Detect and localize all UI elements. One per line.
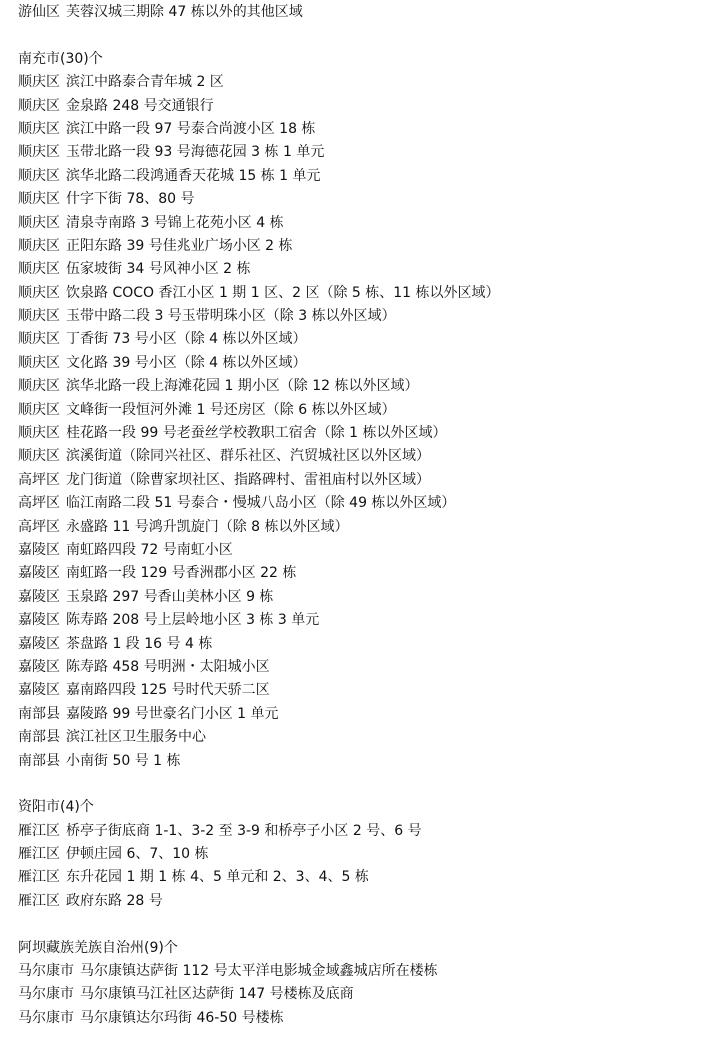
- list-item: [18, 399, 714, 422]
- district-name: 顺庆区: [18, 425, 60, 442]
- list-item: [18, 562, 714, 585]
- list-item: [18, 679, 714, 702]
- list-item: [18, 445, 714, 468]
- district-name: 嘉陵区: [18, 565, 60, 582]
- list-item: [18, 352, 714, 375]
- district-name: 雁江区: [18, 822, 60, 839]
- district-name: 雁江区: [18, 892, 60, 909]
- district-name: 嘉陵区: [18, 682, 60, 699]
- location-text: 滨溪街道（除同兴社区、群乐社区、汽贸城社区以外区域）: [66, 448, 430, 465]
- section-header: 资阳市(4)个: [18, 799, 94, 816]
- location-text: 玉带中路二段 3 号玉带明珠小区（除 3 栋以外区域）: [66, 308, 396, 325]
- list-item: [18, 375, 714, 398]
- list-item: [18, 305, 714, 328]
- list-item: [18, 539, 714, 562]
- list-item: [18, 492, 714, 515]
- district-name: 雁江区: [18, 869, 60, 886]
- district-name: 顺庆区: [18, 191, 60, 208]
- list-item: [18, 726, 714, 749]
- district-name: 嘉陵区: [18, 612, 60, 629]
- list-item: [18, 890, 714, 913]
- district-name: 顺庆区: [18, 237, 60, 254]
- district-name: 顺庆区: [18, 261, 60, 278]
- district-name: 嘉陵区: [18, 658, 60, 675]
- location-text: 茶盘路 1 段 16 号 4 栋: [66, 635, 213, 652]
- location-text: 丁香街 73 号小区（除 4 栋以外区域）: [66, 331, 307, 348]
- blank-line: [18, 24, 714, 47]
- district-name: 顺庆区: [18, 144, 60, 161]
- list-item: [18, 586, 714, 609]
- location-text: 伍家坡街 34 号风神小区 2 栋: [66, 261, 251, 278]
- district-name: 马尔康市: [18, 963, 74, 980]
- location-text: 芙蓉汉城三期除 47 栋以外的其他区域: [66, 4, 303, 20]
- location-text: 嘉陵路 99 号世豪名门小区 1 单元: [66, 705, 279, 722]
- list-item: [18, 141, 714, 164]
- district-name: 顺庆区: [18, 214, 60, 231]
- district-name: 顺庆区: [18, 120, 60, 137]
- list-item: [18, 609, 714, 632]
- location-text: 玉带北路一段 93 号海德花园 3 栋 1 单元: [66, 144, 325, 161]
- section-header: 阿坝藏族羌族自治州(9)个: [18, 939, 178, 956]
- location-text: 什字下街 78、80 号: [66, 191, 195, 208]
- location-text: 文化路 39 号小区（除 4 栋以外区域）: [66, 354, 307, 371]
- list-item: [18, 165, 714, 188]
- location-text: 嘉南路四段 125 号时代天骄二区: [66, 682, 270, 699]
- location-text: 滨华北路二段鸿通香天花城 15 栋 1 单元: [66, 167, 321, 184]
- location-text: 马尔康镇达萨街 112 号太平洋电影城金域鑫城店所在楼栋: [80, 963, 438, 980]
- location-text: 小南街 50 号 1 栋: [66, 752, 181, 769]
- district-name: 南部县: [18, 752, 60, 769]
- list-item: [18, 95, 714, 118]
- district-name: 顺庆区: [18, 308, 60, 325]
- location-text: 桂花路一段 99 号老蚕丝学校教职工宿舍（除 1 栋以外区域）: [66, 425, 447, 442]
- location-text: 桥亭子街底商 1-1、3-2 至 3-9 和桥亭子小区 2 号、6 号: [66, 822, 422, 839]
- district-name: 嘉陵区: [18, 541, 60, 558]
- list-item: [18, 516, 714, 539]
- location-text: 饮泉路 COCO 香江小区 1 期 1 区、2 区（除 5 栋、11 栋以外区域）: [66, 284, 500, 301]
- location-text: 滨江中路泰合青年城 2 区: [66, 74, 224, 91]
- district-name: 雁江区: [18, 846, 60, 863]
- location-text: 临江南路二段 51 号泰合・慢城八岛小区（除 49 栋以外区域）: [66, 495, 456, 512]
- district-name: 高坪区: [18, 518, 60, 535]
- list-item: [18, 633, 714, 656]
- location-text: 玉泉路 297 号香山美林小区 9 栋: [66, 588, 274, 605]
- district-name: 顺庆区: [18, 378, 60, 395]
- location-text: 陈寿路 208 号上层岭地小区 3 栋 3 单元: [66, 612, 320, 629]
- district-name: 高坪区: [18, 471, 60, 488]
- list-item: [18, 750, 714, 773]
- sections-container: [18, 24, 714, 1030]
- district-name: 游仙区: [18, 4, 60, 20]
- location-text: 滨江社区卫生服务中心: [66, 729, 206, 746]
- list-item: [18, 212, 714, 235]
- list-item: [18, 118, 714, 141]
- district-name: 马尔康市: [18, 986, 74, 1003]
- list-item: [18, 235, 714, 258]
- district-name: 南部县: [18, 705, 60, 722]
- list-item: [18, 188, 714, 211]
- district-name: 顺庆区: [18, 401, 60, 418]
- location-text: 金泉路 248 号交通银行: [66, 97, 214, 114]
- district-name: 顺庆区: [18, 354, 60, 371]
- list-item: [18, 1007, 714, 1030]
- district-name: 马尔康市: [18, 1009, 74, 1026]
- section-header: 南充市(30)个: [18, 50, 103, 67]
- list-item: [18, 469, 714, 492]
- list-item: [18, 258, 714, 281]
- list-item: [18, 960, 714, 983]
- blank-line: [18, 913, 714, 936]
- location-text: 清泉寺南路 3 号锦上花苑小区 4 栋: [66, 214, 284, 231]
- top-line: [18, 1, 714, 24]
- district-name: 高坪区: [18, 495, 60, 512]
- location-text: 政府东路 28 号: [66, 892, 163, 909]
- location-text: 南虹路四段 72 号南虹小区: [66, 541, 233, 558]
- location-text: 伊顿庄园 6、7、10 栋: [66, 846, 209, 863]
- list-item: [18, 703, 714, 726]
- list-item: [18, 328, 714, 351]
- district-name: 顺庆区: [18, 74, 60, 91]
- list-item: [18, 983, 714, 1006]
- location-text: 马尔康镇马江社区达萨街 147 号楼栋及底商: [80, 986, 354, 1003]
- location-text: 滨江中路一段 97 号泰合尚渡小区 18 栋: [66, 120, 316, 137]
- location-text: 龙门街道（除曹家坝社区、指路碑村、雷祖庙村以外区域）: [66, 471, 430, 488]
- location-text: 东升花园 1 期 1 栋 4、5 单元和 2、3、4、5 栋: [66, 869, 369, 886]
- district-name: 嘉陵区: [18, 588, 60, 605]
- blank-line: [18, 773, 714, 796]
- district-name: 顺庆区: [18, 331, 60, 348]
- district-name: 南部县: [18, 729, 60, 746]
- location-text: 南虹路一段 129 号香洲郡小区 22 栋: [66, 565, 297, 582]
- list-item: [18, 866, 714, 889]
- district-name: 顺庆区: [18, 97, 60, 114]
- list-item: [18, 282, 714, 305]
- location-text: 文峰街一段恒河外滩 1 号还房区（除 6 栋以外区域）: [66, 401, 396, 418]
- location-text: 陈寿路 458 号明洲・太阳城小区: [66, 658, 270, 675]
- district-name: 顺庆区: [18, 167, 60, 184]
- list-item: [18, 656, 714, 679]
- list-item: [18, 820, 714, 843]
- location-text: 永盛路 11 号鸿升凯旋门（除 8 栋以外区域）: [66, 518, 349, 535]
- location-text: 马尔康镇达尔玛街 46-50 号楼栋: [80, 1009, 284, 1026]
- district-name: 顺庆区: [18, 284, 60, 301]
- district-name: 顺庆区: [18, 448, 60, 465]
- list-item: [18, 843, 714, 866]
- district-name: 嘉陵区: [18, 635, 60, 652]
- list-item: [18, 71, 714, 94]
- list-item: [18, 422, 714, 445]
- location-text: 滨华北路一段上海滩花园 1 期小区（除 12 栋以外区域）: [66, 378, 419, 395]
- location-text: 正阳东路 39 号佳兆业广场小区 2 栋: [66, 237, 293, 254]
